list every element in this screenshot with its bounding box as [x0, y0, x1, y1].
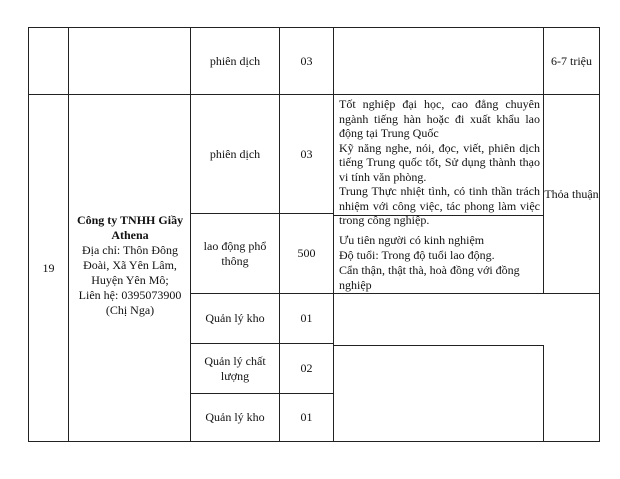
position-cell: Quản lý chất lượng [204, 353, 266, 383]
position-cell: Quản lý kho [205, 410, 265, 424]
requirement-line: Tốt nghiệp đại học, cao đẳng chuyên ngành tiếng hàn hoặc đi xuất khẩu lao động tại Trung Quốc [339, 97, 540, 140]
company-address: Địa chỉ: Thôn Đông Đoài, Xã Yên Lâm, Huyện Yên Mô; [81, 242, 179, 287]
quantity-cell: 03 [300, 146, 313, 161]
requirement-line: Độ tuổi: Trong độ tuổi lao động. [339, 248, 495, 262]
requirement-line: Cẩn thận, thật thà, hoà đồng với đồng nghiệp [339, 263, 520, 292]
quantity-cell: 02 [300, 361, 313, 375]
column-divider [68, 27, 69, 442]
salary-cell: Thỏa thuận [544, 186, 599, 201]
company-name: Công ty TNHH Giầy Athena [76, 212, 184, 242]
column-divider [543, 345, 544, 441]
company-contact: Liên hệ: 0395073900 (Chị Nga) [78, 287, 182, 317]
position-cell: Quản lý kho [205, 311, 265, 325]
column-divider [599, 27, 600, 442]
quantity-cell: 500 [297, 246, 316, 260]
requirement-line: Kỹ năng nghe, nói, đọc, viết, phiên dịch tiếng Trung quốc tốt, Sử dụng thành thạo vi tính văn phòng. [339, 140, 540, 184]
stt-cell: 19 [42, 260, 55, 275]
row-divider [333, 345, 543, 346]
position-cell: phiên dịch [209, 53, 261, 68]
salary-cell: 6-7 triệu [551, 53, 592, 68]
quantity-cell: 01 [300, 311, 313, 325]
requirements-cell [339, 233, 543, 293]
table-bottom-border [28, 441, 599, 442]
requirement-line: Trung Thực nhiệt tình, có tinh thần trách nhiệm với công việc, tác phong làm việc trong công nghiệp. [339, 184, 540, 227]
position-cell: lao động phổ thông [203, 238, 267, 268]
requirement-line: Ưu tiên người có kinh nghiệm [339, 233, 485, 247]
quantity-cell: 01 [300, 410, 313, 424]
company-cell [70, 95, 190, 441]
requirements-cell [339, 97, 540, 228]
quantity-cell: 03 [300, 53, 313, 68]
column-divider [333, 27, 334, 442]
position-cell: phiên dịch [209, 146, 261, 161]
